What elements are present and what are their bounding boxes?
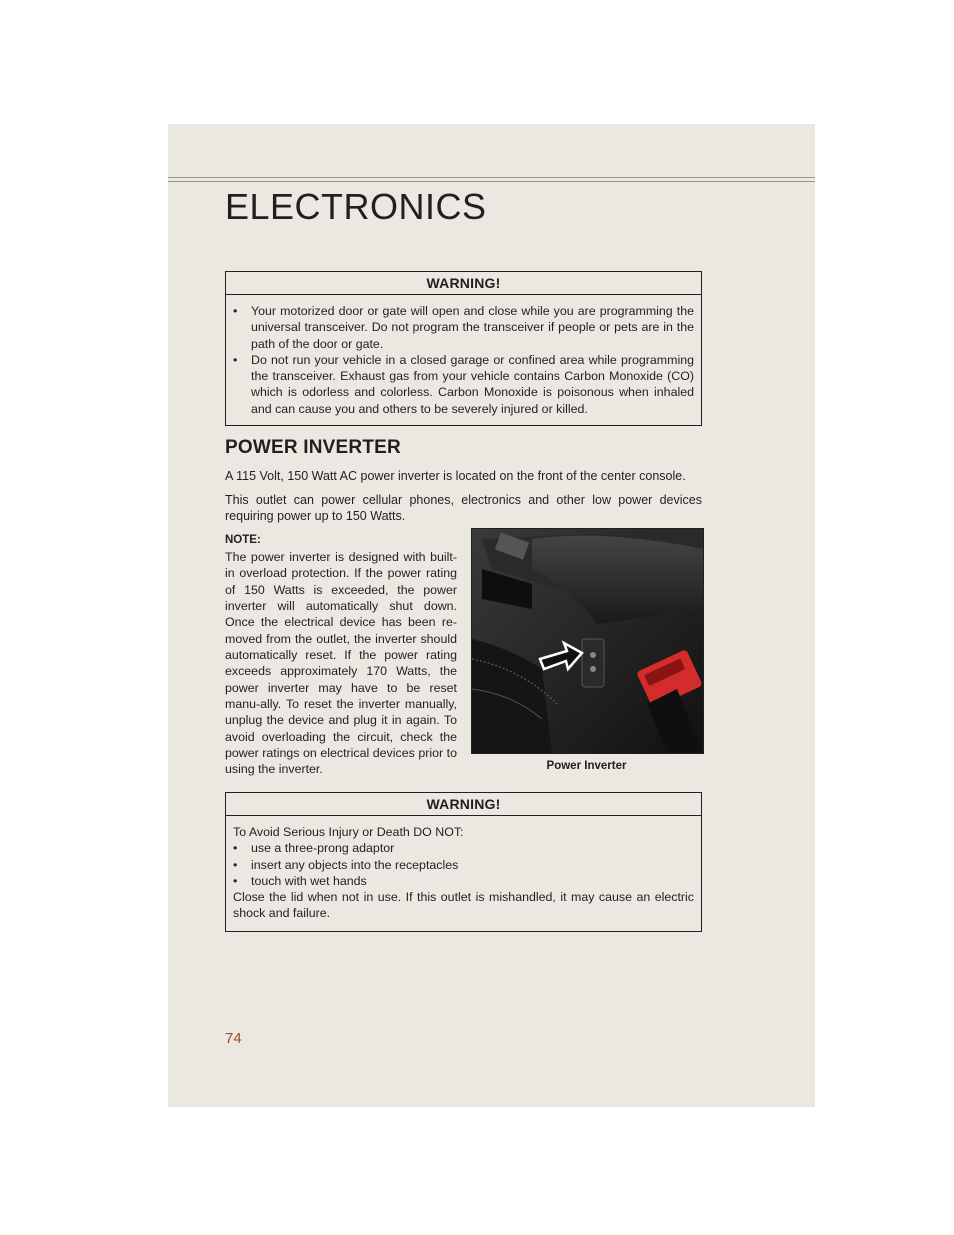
note-label: NOTE: (225, 534, 261, 546)
bullet-dot: • (233, 841, 238, 856)
warning-bullet: • touch with wet hands (233, 873, 367, 888)
figure-caption: Power Inverter (546, 760, 627, 772)
bullet-dot: • (233, 857, 238, 872)
manual-page (168, 124, 815, 1107)
chapter-title: ELECTRONICS (225, 186, 487, 227)
power-inverter-photo (471, 528, 704, 754)
bullet-dot: • (233, 304, 238, 318)
warning-bullet: • Your motorized door or gate will open and close while you are programming the universal transceiver. Do not program the transceiver if people or pets are in the path of the door or gate. (233, 304, 694, 351)
warning-box-outlet (225, 792, 702, 932)
page-number: 74 (225, 1030, 242, 1047)
warning-bullet: • use a three-prong adaptor (233, 841, 395, 856)
warning-bullet: • insert any objects into the receptacles (233, 857, 459, 872)
warning-heading: WARNING! (226, 272, 701, 295)
warning-box-transceiver (225, 271, 702, 426)
paragraph: A 115 Volt, 150 Watt AC power inverter is located on the front of the center console. (225, 469, 686, 483)
warning-intro: To Avoid Serious Injury or Death DO NOT: (233, 825, 464, 839)
bullet-dot: • (233, 873, 238, 888)
warning-heading: WARNING! (226, 793, 701, 816)
header-rule-secondary (168, 181, 815, 182)
bullet-dot: • (233, 352, 238, 367)
paragraph: This outlet can power cellular phones, electronics and other low power devices requiring power up to 150 Watts. (225, 493, 702, 524)
note-text: The power inverter is designed with built-in overload protection. If the power rating of 150 Watts is exceeded, the power inverter will automatically shut down. Once the electrical device has been re-moved from the outlet, the inverter should automatically reset. If the power rating exceeds approximately 170 Watts, the power inverter may have to be reset manu-ally. To reset the inverter manually, unplug the device and plug it in again. To avoid overloading the circuit, check the power ratings on electrical devices prior to using the inverter. (225, 550, 457, 777)
warning-closing: Close the lid when not in use. If this outlet is mishandled, it may cause an electric shock and failure. (233, 890, 694, 921)
warning-bullet: • Do not run your vehicle in a closed garage or confined area while programming the transceiver. Exhaust gas from your vehicle contains Carbon Monoxide (CO) which is odorless and colorless. Carbon Monoxide is poisonous when inhaled and can cause you and others to be severely injured or killed. (233, 352, 694, 416)
header-rule (168, 177, 815, 178)
section-heading: POWER INVERTER (225, 437, 401, 458)
console-illustration (472, 529, 703, 753)
